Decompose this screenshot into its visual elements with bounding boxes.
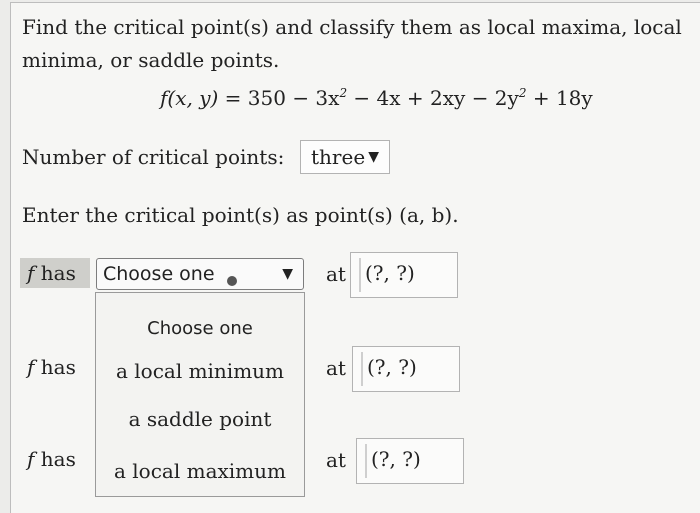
row-1-point-value: (?, ?) bbox=[365, 261, 415, 285]
chevron-down-icon: ▼ bbox=[282, 266, 293, 282]
formula-lhs: f(x, y) = bbox=[160, 86, 248, 110]
function-formula bbox=[160, 86, 593, 110]
dropdown-arrow-icon: ▼ bbox=[368, 149, 379, 165]
menu-option-local-minimum[interactable]: a local minimum bbox=[115, 359, 285, 383]
instruction-text: Enter the critical point(s) as point(s) (a, b). bbox=[22, 203, 459, 227]
row-2-point-input[interactable] bbox=[352, 346, 460, 392]
formula-part-3: + 18y bbox=[526, 86, 593, 110]
row-3-f: f bbox=[27, 447, 35, 471]
row-3-point-input[interactable] bbox=[356, 438, 464, 484]
row-1-point-divider bbox=[359, 258, 361, 292]
critical-count-label: Number of critical points: bbox=[22, 145, 285, 169]
formula-exponent-2: 2 bbox=[518, 86, 527, 100]
row-3-point-value: (?, ?) bbox=[371, 447, 421, 471]
classification-select-value: Choose one bbox=[103, 263, 215, 285]
row-3-label bbox=[27, 444, 76, 474]
row-2-has: has bbox=[40, 355, 76, 379]
row-1-point-input[interactable] bbox=[350, 252, 458, 298]
formula-part-1: 350 − 3x bbox=[247, 86, 340, 110]
row-1-label bbox=[27, 258, 76, 288]
row-2-point-divider bbox=[361, 352, 363, 386]
classification-select[interactable] bbox=[96, 258, 304, 290]
formula-exponent-1: 2 bbox=[339, 86, 348, 100]
row-2-label bbox=[27, 352, 76, 382]
classification-menu bbox=[95, 292, 305, 497]
menu-option-saddle-point[interactable]: a saddle point bbox=[128, 407, 272, 431]
critical-count-value: three bbox=[311, 145, 366, 169]
menu-option-choose-one[interactable]: Choose one bbox=[147, 318, 253, 339]
row-2-f: f bbox=[27, 355, 35, 379]
formula-part-2: − 4x + 2xy − 2y bbox=[347, 86, 519, 110]
critical-count-dropdown[interactable] bbox=[300, 140, 390, 174]
row-3-at: at bbox=[326, 448, 346, 472]
row-2-point-value: (?, ?) bbox=[367, 355, 417, 379]
row-1-f: f bbox=[27, 261, 35, 285]
question-line-1: Find the critical point(s) and classify them as local maxima, local bbox=[22, 15, 682, 39]
question-line-2: minima, or saddle points. bbox=[22, 48, 280, 72]
row-2-at: at bbox=[326, 356, 346, 380]
row-3-point-divider bbox=[365, 444, 367, 478]
row-1-at: at bbox=[326, 262, 346, 286]
row-3-has: has bbox=[40, 447, 76, 471]
mouse-cursor-icon bbox=[227, 276, 237, 286]
row-1-has: has bbox=[40, 261, 76, 285]
menu-option-local-maximum[interactable]: a local maximum bbox=[114, 459, 286, 483]
